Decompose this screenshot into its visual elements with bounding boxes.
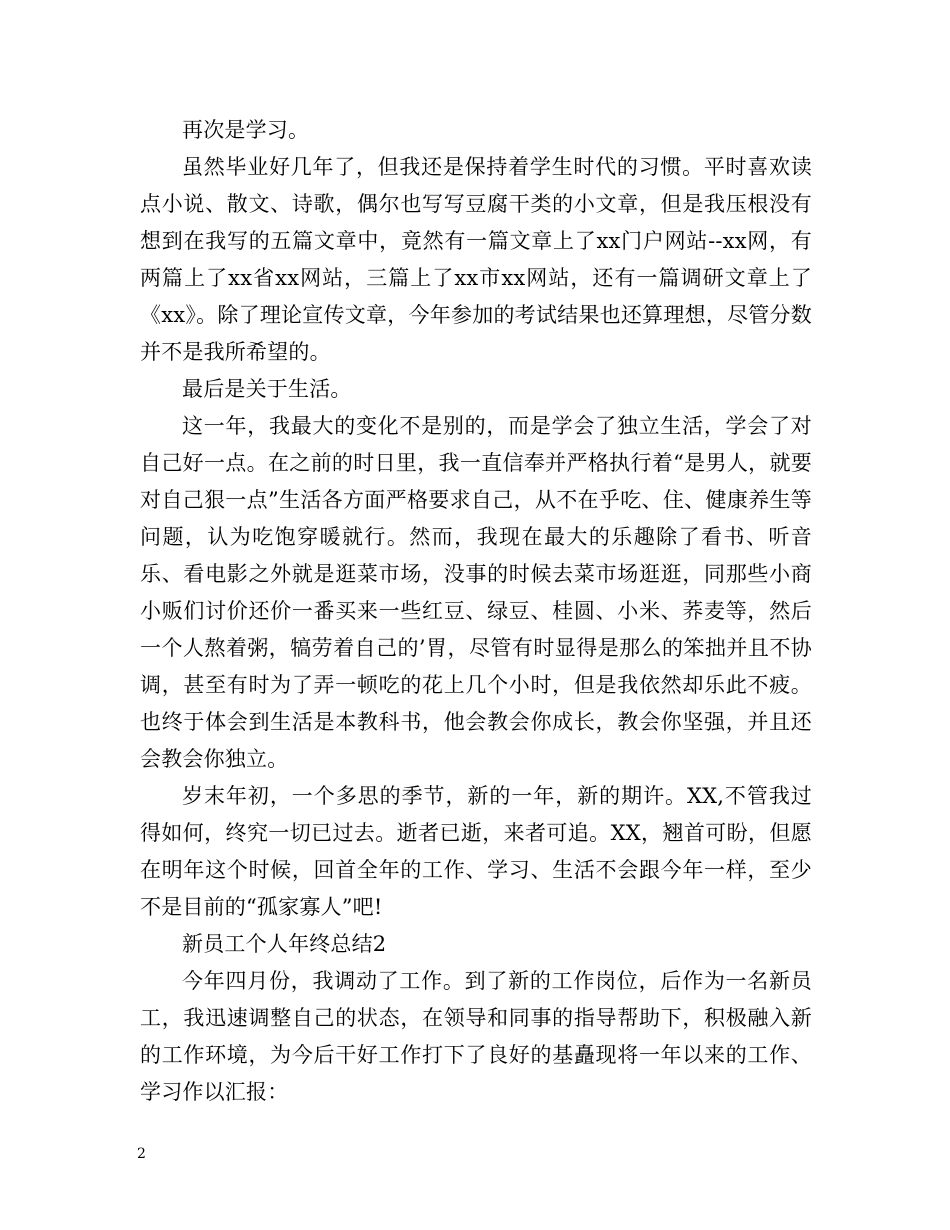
paragraph-study-heading: 再次是学习。: [182, 118, 310, 142]
paragraph-life-heading: 最后是关于生活。: [182, 377, 352, 401]
paragraph-new-job: 今年四月份，我调动了工作。到了新的工作岗位，后作为一名新员工，我迅速调整自己的状态，在领导和同事的指导帮助下，积极融入新的工作环境，为今后干好工作打下了良好的基矗现将一年以来的工作、学习作以汇报：: [140, 969, 812, 1104]
paragraph-life-content: 这一年，我最大的变化不是别的，而是学会了独立生活，学会了对自己好一点。在之前的时日里，我一直信奉并严格执行着“是男人，就要对自己狠一点”生活各方面严格要求自己，从不在乎吃、住、健康养生等问题，认为吃饱穿暖就行。然而，我现在最大的乐趣除了看书、听音乐、看电影之外就是逛菜市场，没事的时候去菜市场逛逛，同那些小商小贩们讨价还价一番买来一些红豆、绿豆、桂圆、小米、荞麦等，然后一个人熬着粥，犒劳着自己的’胃，尽管有时显得是那么的笨拙并且不协调，甚至有时为了弄一顿吃的花上几个小时，但是我依然却乐此不疲。也终于体会到生活是本教科书，他会教会你成长，教会你坚强，并且还会教会你独立。: [140, 414, 812, 771]
document-body: [140, 112, 812, 1111]
paragraph-study-content: 虽然毕业好几年了，但我还是保持着学生时代的习惯。平时喜欢读点小说、散文、诗歌，偶尔也写写豆腐干类的小文章，但是我压根没有想到在我写的五篇文章中，竟然有一篇文章上了xx门户网站--xx网，有两篇上了xx省xx网站，三篇上了xx市xx网站，还有一篇调研文章上了《xx》。除了理论宣传文章，今年参加的考试结果也还算理想，尽管分数并不是我所希望的。: [140, 155, 812, 364]
section-title: 新员工个人年终总结2: [182, 932, 387, 956]
paragraph-year-end: 岁末年初，一个多思的季节，新的一年，新的期许。XX,不管我过得如何，终究一切已过去。逝者已逝，来者可追。XX，翘首可盼，但愿在明年这个时候，回首全年的工作、学习、生活不会跟今年一样，至少不是目前的“孤家寡人”吧!: [140, 784, 812, 919]
page-number: 2: [137, 1146, 146, 1162]
